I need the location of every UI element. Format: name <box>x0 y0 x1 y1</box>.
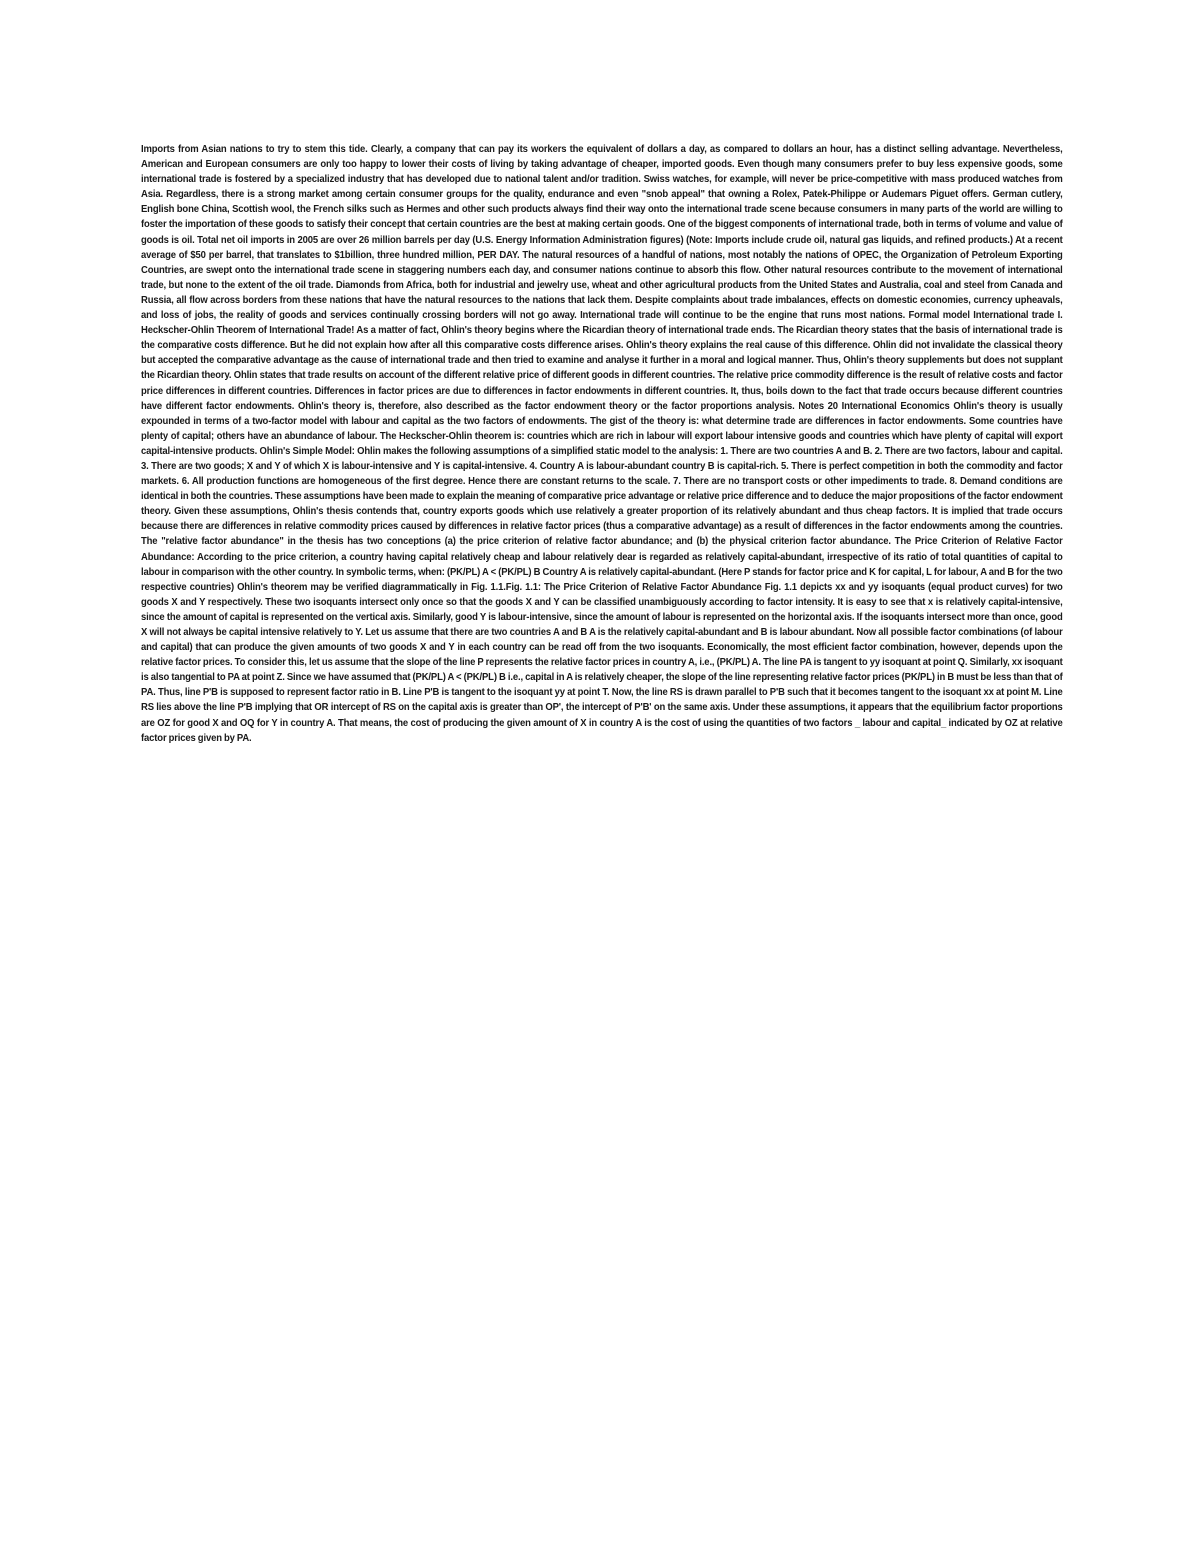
body-paragraph: Imports from Asian nations to try to stem this tide. Clearly, a company that can pay its workers the equivalent of dollars a day, as compared to dollars an hour, has a distinct selling advantage. Nevertheless, American and European consumers are only too happy to lower their costs of living by taking advantage of cheaper, imported goods. Even though many consumers prefer to buy less expensive goods, some international trade is fostered by a specialized industry that has developed due to national talent and/or tradition. Swiss watches, for example, will never be price-competitive with mass produced watches from Asia. Regardless, there is a strong market among certain consumer groups for the quality, endurance and even "snob appeal" that owning a Rolex, Patek-Philippe or Audemars Piguet offers. German cutlery, English bone China, Scottish wool, the French silks such as Hermes and other such products always find their way onto the international trade scene because consumers in many parts of the world are willing to foster the importation of these goods to satisfy their concept that certain countries are the best at making certain goods. One of the biggest components of international trade, both in terms of volume and value of goods is oil. Total net oil imports in 2005 are over 26 million barrels per day (U.S. Energy Information Administration figures) (Note: Imports include crude oil, natural gas liquids, and refined products.) At a recent average of $50 per barrel, that translates to $1billion, three hundred million, PER DAY. The natural resources of a handful of nations, most notably the nations of OPEC, the Organization of Petroleum Exporting Countries, are swept onto the international trade scene in staggering numbers each day, and consumer nations continue to absorb this flow. Other natural resources contribute to the movement of international trade, but none to the extent of the oil trade. Diamonds from Africa, both for industrial and jewelry use, wheat and other agricultural products from the United States and Australia, coal and steel from Canada and Russia, all flow across borders from these nations that have the natural resources to the nations that lack them. Despite complaints about trade imbalances, effects on domestic economies, currency upheavals, and loss of jobs, the reality of goods and services continually crossing borders will not go away. International trade will continue to be the engine that runs most nations. Formal model International trade I. Heckscher-Ohlin Theorem of International Trade! As a matter of fact, Ohlin's theory begins where the Ricardian theory of international trade ends. The Ricardian theory states that the basis of international trade is the comparative costs difference. But he did not explain how after all this comparative costs difference arises. Ohlin's theory explains the real cause of this difference. Ohlin did not invalidate the classical theory but accepted the comparative advantage as the cause of international trade and then tried to examine and analyse it further in a moral and logical manner. Thus, Ohlin's theory supplements but does not supplant the Ricardian theory. Ohlin states that trade results on account of the different relative price of different goods in different countries. The relative price commodity difference is the result of relative costs and factor price differences in different countries. Differences in factor prices are due to differences in factor endowments in different countries. It, thus, boils down to the fact that trade occurs because different countries have different factor endowments. Ohlin's theory is, therefore, also described as the factor endowment theory or the factor proportions analysis. Notes 20 International Economics Ohlin's theory is usually expounded in terms of a two-factor model with labour and capital as the two factors of endowments. The gist of the theory is: what determine trade are differences in factor endowments. Some countries have plenty of capital; others have an abundance of labour. The Heckscher-Ohlin theorem is: countries which are rich in labour will export labour intensive goods and countries which have plenty of capital will export capital-intensive products. Ohlin's Simple Model: Ohlin makes the following assumptions of a simplified static model to the analysis: 1. There are two countries A and B. 2. There are two factors, labour and capital. 3. There are two goods; X and Y of which X is labour-intensive and Y is capital-intensive. 4. Country A is labour-abundant country B is capital-rich. 5. There is perfect competition in both the commodity and factor markets. 6. All production functions are homogeneous of the first degree. Hence there are constant returns to the scale. 7. There are no transport costs or other impediments to trade. 8. Demand conditions are identical in both the countries. These assumptions have been made to explain the meaning of comparative price advantage or relative price difference and to deduce the major propositions of the factor endowment theory. Given these assumptions, Ohlin's thesis contends that, country exports goods which use relatively a greater proportion of its relatively abundant and thus cheap factors. It is implied that trade occurs because there are differences in relative commodity prices caused by differences in relative factor prices (thus a comparative advantage) as a result of differences in the factor endowments among the countries. The "relative factor abundance" in the thesis has two conceptions (a) the price criterion of relative factor abundance; and (b) the physical criterion factor abundance. The Price Criterion of Relative Factor Abundance: According to the price criterion, a country having capital relatively cheap and labour relatively dear is regarded as relatively capital-abundant, irrespective of its ratio of total quantities of capital to labour in comparison with the other country. In symbolic terms, when: (PK/PL) A < (PK/PL) B Country A is relatively capital-abundant. (Here P stands for factor price and K for capital, L for labour, A and B for the two respective countries) Ohlin's theorem may be verified diagrammatically in Fig. 1.1.Fig. 1.1: The Price Criterion of Relative Factor Abundance Fig. 1.1 depicts xx and yy isoquants (equal product curves) for two goods X and Y respectively. These two isoquants intersect only once so that the goods X and Y can be classified unambiguously according to factor intensity. It is easy to see that x is relatively capital-intensive, since the amount of capital is represented on the vertical axis. Similarly, good Y is labour-intensive, since the amount of labour is represented on the horizontal axis. If the isoquants intersect more than once, good X will not always be capital intensive relatively to Y. Let us assume that there are two countries A and B A is the relatively capital-abundant and B is labour abundant. Now all possible factor combinations (of labour and capital) that can produce the given amounts of two goods X and Y in each country can be read off from the two isoquants. Economically, the most efficient factor combination, however, depends upon the relative factor prices. To consider this, let us assume that the slope of the line P represents the relative factor prices in country A, i.e., (PK/PL) A. The line PA is tangent to yy isoquant at point Q. Similarly, xx isoquant is also tangential to PA at point Z. Since we have assumed that (PK/PL) A < (PK/PL) B i.e., capital in A is relatively cheaper, the slope of the line representing relative factor prices (PK/PL) in B must be less than that of PA. Thus, line P'B is supposed to represent factor ratio in B. Line P'B is tangent to the isoquant yy at point T. Now, the line RS is drawn parallel to P'B such that it becomes tangent to the isoquant xx at point M. Line RS lies above the line P'B implying that OR intercept of RS on the capital axis is greater than OP', the intercept of P'B' on the same axis. Under these assumptions, it appears that the equilibrium factor proportions are OZ for good X and OQ for Y in country A. That means, the cost of producing the given amount of X in country A is the cost of using the quantities of two factors _ labour and capital_ indicated by OZ at relative factor prices given by PA. <box>141 144 1063 744</box>
